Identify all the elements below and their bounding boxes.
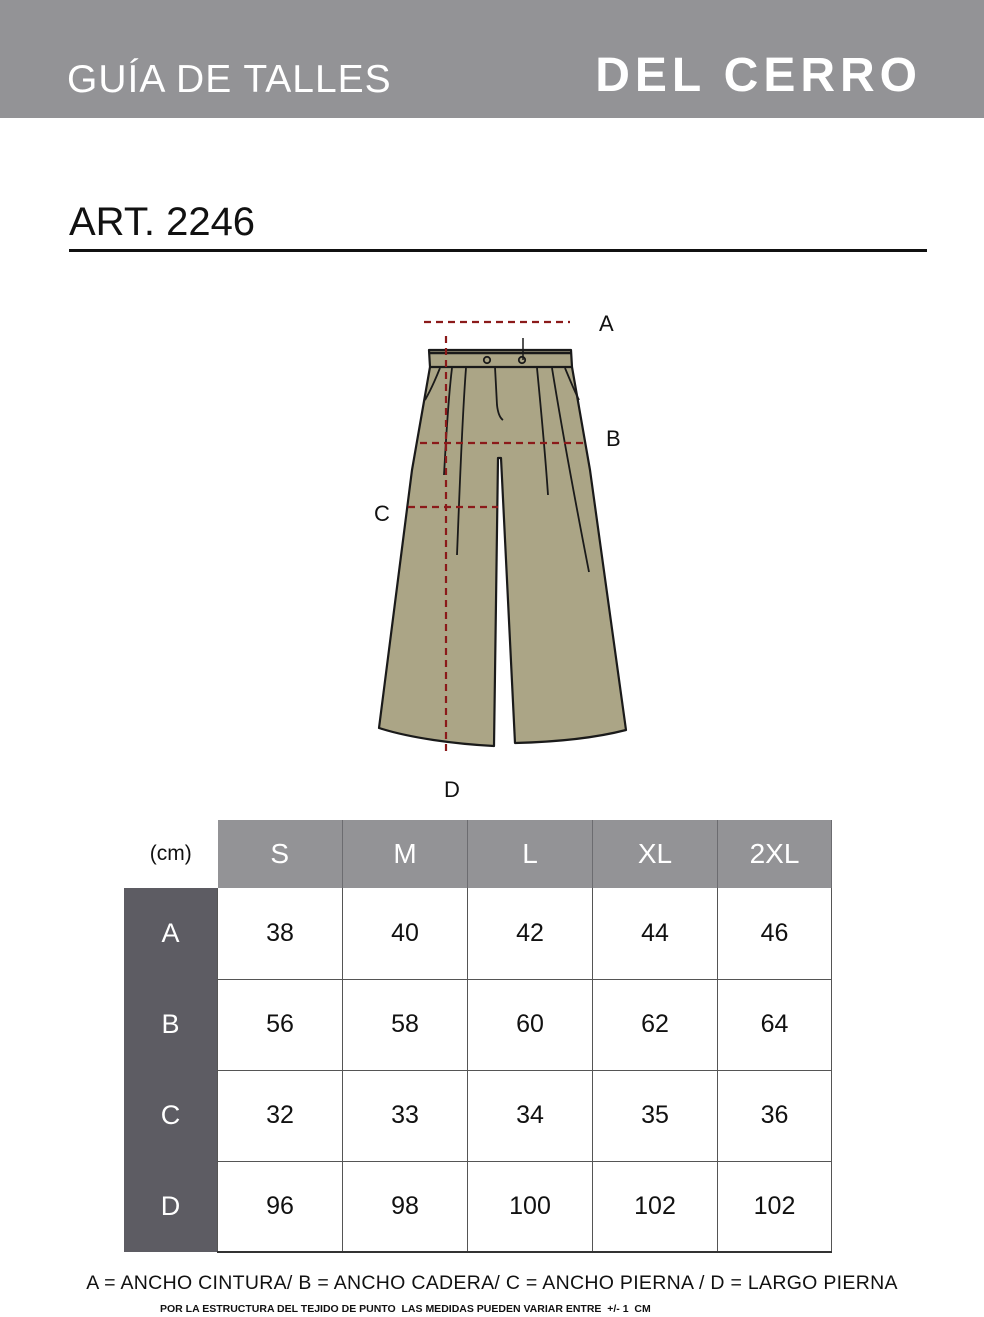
cell-d-s: 96 <box>218 1161 343 1252</box>
cell-a-2xl: 46 <box>718 888 832 979</box>
cell-c-xl: 35 <box>593 1070 718 1161</box>
cell-b-l: 60 <box>468 979 593 1070</box>
cell-d-m: 98 <box>343 1161 468 1252</box>
cell-b-xl: 62 <box>593 979 718 1070</box>
measurement-legend: A = ANCHO CINTURA/ B = ANCHO CADERA/ C = ANCHO PIERNA / D = LARGO PIERNA <box>86 1272 898 1294</box>
table-row <box>124 1161 832 1252</box>
row-label-b: B <box>124 979 218 1070</box>
label-c: C <box>374 501 390 526</box>
cell-b-2xl: 64 <box>718 979 832 1070</box>
brand-logo: DEL CERRO <box>595 49 922 102</box>
unit-label: (cm) <box>124 820 218 888</box>
header-bar <box>0 0 984 118</box>
cell-d-l: 100 <box>468 1161 593 1252</box>
variation-note: POR LA ESTRUCTURA DEL TEJIDO DE PUNTO LAS MEDIDAS PUEDEN VARIAR ENTRE +/- 1 CM <box>160 1303 651 1315</box>
row-label-a: A <box>124 888 218 979</box>
page-title: GUÍA DE TALLES <box>67 58 392 101</box>
cell-c-m: 33 <box>343 1070 468 1161</box>
cell-d-2xl: 102 <box>718 1161 832 1252</box>
row-label-c: C <box>124 1070 218 1161</box>
cell-c-2xl: 36 <box>718 1070 832 1161</box>
cell-c-l: 34 <box>468 1070 593 1161</box>
cell-a-m: 40 <box>343 888 468 979</box>
pants-diagram <box>360 300 650 810</box>
row-label-d: D <box>124 1161 218 1252</box>
size-header-s: S <box>218 820 343 888</box>
cell-a-s: 38 <box>218 888 343 979</box>
table-row <box>124 979 832 1070</box>
table-row <box>124 1070 832 1161</box>
pants-shape <box>379 350 626 746</box>
cell-d-xl: 102 <box>593 1161 718 1252</box>
cell-b-m: 58 <box>343 979 468 1070</box>
size-header-xl: XL <box>593 820 718 888</box>
table-row <box>124 888 832 979</box>
cell-c-s: 32 <box>218 1070 343 1161</box>
pants-illustration <box>360 300 650 810</box>
label-b: B <box>606 426 621 451</box>
title-divider <box>69 249 927 252</box>
size-header-row <box>124 820 832 888</box>
cell-a-xl: 44 <box>593 888 718 979</box>
size-header-l: L <box>468 820 593 888</box>
size-header-m: M <box>343 820 468 888</box>
cell-a-l: 42 <box>468 888 593 979</box>
article-code: ART. 2246 <box>69 200 256 244</box>
size-header-2xl: 2XL <box>718 820 832 888</box>
label-d: D <box>444 777 460 802</box>
cell-b-s: 56 <box>218 979 343 1070</box>
size-table <box>124 820 832 1253</box>
label-a: A <box>599 311 614 336</box>
